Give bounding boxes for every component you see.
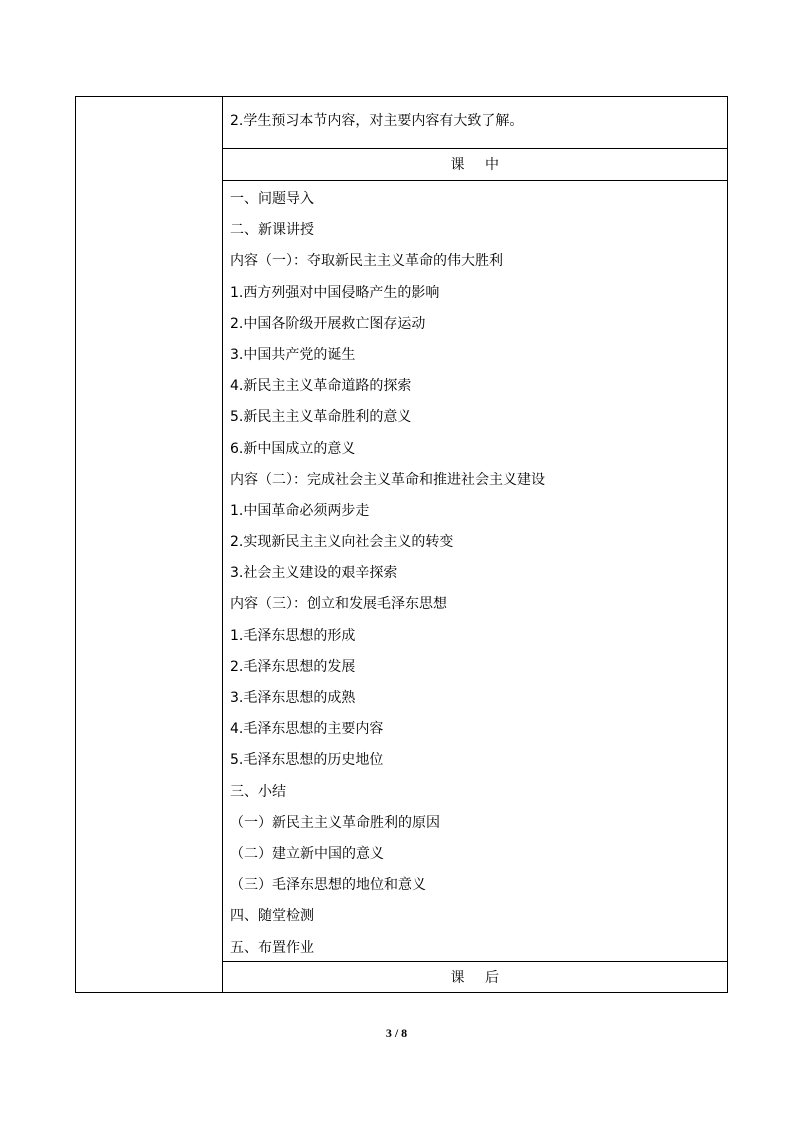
section-header-char-1: 课 <box>450 970 465 986</box>
section-header-in-class <box>223 149 727 181</box>
outline-line: 4.毛泽东思想的主要内容 <box>230 721 384 738</box>
lesson-plan-table <box>75 96 728 993</box>
section-header-char-2: 后 <box>485 970 500 986</box>
outline-line: 内容（二）：完成社会主义革命和推进社会主义建设 <box>230 471 545 488</box>
section-header-after-class <box>223 961 727 994</box>
content-column <box>223 97 727 992</box>
preview-row <box>223 97 727 149</box>
outline-line: 内容（三）：创立和发展毛泽东思想 <box>230 596 447 613</box>
outline-line: 1.西方列强对中国侵略产生的影响 <box>230 284 440 301</box>
outline-line: 1.中国革命必须两步走 <box>230 502 370 519</box>
section-header-char-2: 中 <box>485 157 500 173</box>
page-number: 3 / 8 <box>385 1026 408 1040</box>
outline-line: 2.毛泽东思想的发展 <box>230 658 356 675</box>
outline-line: 二、新课讲授 <box>230 222 314 239</box>
lesson-outline <box>230 184 727 964</box>
outline-line: 4.新民主主义革命道路的探索 <box>230 378 412 395</box>
outline-line: 5.毛泽东思想的历史地位 <box>230 752 384 769</box>
preview-text: 2.学生预习本节内容，对主要内容有大致了解。 <box>230 113 524 129</box>
outline-line: 3.毛泽东思想的成熟 <box>230 690 356 706</box>
outline-line: （一）新民主主义革命胜利的原因 <box>230 814 440 831</box>
outline-line: 内容（一）：夺取新民主主义革命的伟大胜利 <box>230 253 503 270</box>
outline-line: 3.中国共产党的诞生 <box>230 346 356 363</box>
outline-line: 四、随堂检测 <box>230 908 314 925</box>
outline-line: 三、小结 <box>230 783 286 800</box>
outline-line: （二）建立新中国的意义 <box>230 845 384 862</box>
outline-line: 1.毛泽东思想的形成 <box>230 627 356 644</box>
outline-line: 2.实现新民主主义向社会主义的转变 <box>230 534 454 551</box>
outline-line: 6.新中国成立的意义 <box>230 440 356 457</box>
outline-line: 五、布置作业 <box>230 939 314 956</box>
outline-line: （三）毛泽东思想的地位和意义 <box>230 877 426 894</box>
section-header-char-1: 课 <box>450 157 465 173</box>
left-label-column <box>76 97 223 992</box>
outline-line: 一、问题导入 <box>230 191 314 207</box>
outline-line: 2.中国各阶级开展救亡图存运动 <box>230 315 426 332</box>
outline-line: 5.新民主主义革命胜利的意义 <box>230 409 412 426</box>
outline-line: 3.社会主义建设的艰辛探索 <box>230 565 398 582</box>
